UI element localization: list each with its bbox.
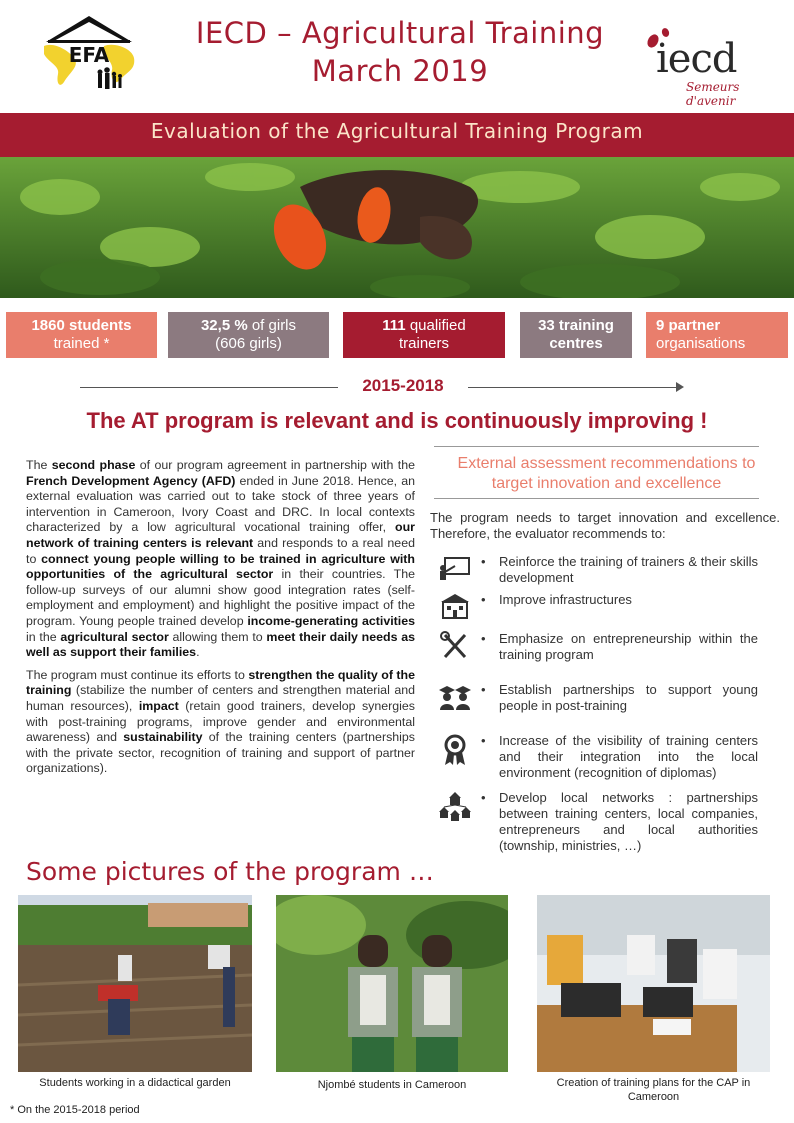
stat-trainers xyxy=(343,312,505,358)
timeline-years: 2015-2018 xyxy=(362,376,444,395)
stat-centres xyxy=(520,312,632,358)
emphasis-text: income-generating activities xyxy=(247,613,415,628)
emphasis-text: our network of training centers is relevant xyxy=(26,520,415,550)
school-building-icon xyxy=(437,592,473,622)
graduates-icon xyxy=(437,682,473,712)
emphasis-text: sustainability xyxy=(123,730,203,745)
headline: The AT program is relevant and is continuously improving ! xyxy=(86,408,708,433)
divider xyxy=(434,498,759,499)
body-text: (stabilize the number of centers and strengthen material and human resources), xyxy=(26,683,415,713)
bullet: • xyxy=(481,631,486,646)
meeting-photo xyxy=(537,895,770,1072)
network-icon xyxy=(437,790,473,824)
body-text: of the training centers (partnerships with the private sector, recognition of training and support of partner organizations). xyxy=(26,730,415,776)
iecd-logo-word: iecd xyxy=(656,36,737,82)
bullet: • xyxy=(481,592,486,607)
recommendation-text: Emphasize on entrepreneurship within the training program xyxy=(499,631,758,662)
body-text: . xyxy=(196,645,200,660)
caption-students: Njombé students in Cameroon xyxy=(317,1079,467,1091)
emphasis-text: agricultural sector xyxy=(60,629,169,644)
bullet: • xyxy=(481,733,486,748)
program-description xyxy=(26,458,415,784)
tools-icon xyxy=(437,631,473,661)
iecd-logo xyxy=(630,14,790,108)
emphasis-text: impact xyxy=(138,698,179,713)
stat-trainers-label-2: trainers xyxy=(398,335,450,352)
teaching-board-icon xyxy=(437,554,473,584)
stat-girls xyxy=(168,312,329,358)
body-text: in the xyxy=(26,629,61,644)
hero-photo xyxy=(0,157,794,298)
stat-partners-label: organisations xyxy=(656,335,746,352)
paragraph-1 xyxy=(26,458,415,661)
body-text: (retain good trainers, develop synergies with post-training programs, improve gender and environmental awareness) and xyxy=(26,698,415,745)
recommendations-title-line-1: External assessment recommendations to xyxy=(457,455,756,472)
caption-meeting: Creation of training plans for the CAP in Cameroon xyxy=(556,1077,751,1103)
title-line-2: March 2019 xyxy=(311,54,489,88)
body-text: of our program agreement in partnership with the xyxy=(135,458,415,472)
recommendation-text: Increase of the visibility of training centers and their integration into the local environment (recognition of diplomas) xyxy=(499,733,758,780)
stat-girls-label: of girls xyxy=(247,317,297,334)
stat-centres-value: 33 training xyxy=(538,317,614,334)
stat-students xyxy=(6,312,157,358)
stat-girls-value: 32,5 % xyxy=(200,317,248,334)
divider xyxy=(434,446,759,447)
pictures-title: Some pictures of the program … xyxy=(26,857,434,886)
timeline-line-left xyxy=(80,387,338,388)
bullet: • xyxy=(481,554,486,569)
body-text: The program must continue its efforts to xyxy=(26,667,249,682)
recommendation-text: Establish partnerships to support young people in post-training xyxy=(499,682,758,713)
title-line-1: IECD – Agricultural Training xyxy=(195,16,605,50)
body-text: ended in June 2018. Hence, an external evaluation was carried out to take stock of three years of intervention in Cameroon, Ivory Coast and DRC. In local contexts characterized by a low agricultural vocational training offer, xyxy=(26,473,415,535)
body-text: allowing them to xyxy=(168,629,267,644)
emphasis-text: French Development Agency (AFD) xyxy=(26,473,236,488)
timeline-line-right xyxy=(468,387,680,388)
footnote: * On the 2015-2018 period xyxy=(10,1104,140,1116)
stat-girls-count: (606 girls) xyxy=(215,335,282,352)
stat-partners-value: 9 partner xyxy=(656,317,721,334)
emphasis-text: second phase xyxy=(51,458,136,472)
stat-trainers-value: 111 xyxy=(382,317,406,334)
recommendations-title-line-2: target innovation and excellence xyxy=(491,475,722,492)
page-title xyxy=(140,14,660,90)
stat-students-value: 1860 students xyxy=(31,317,132,334)
recommendation-text: Reinforce the training of trainers & their skills development xyxy=(499,554,758,585)
timeline-arrow-icon xyxy=(676,382,684,392)
body-text: The xyxy=(26,458,52,472)
bullet: • xyxy=(481,682,486,697)
efa-logo xyxy=(34,12,144,94)
emphasis-text: strengthen the quality of the training xyxy=(26,667,416,698)
stat-students-label: trained * xyxy=(53,335,110,352)
body-text: and responds to a real need to xyxy=(26,535,415,566)
body-text: in their countries. The follow-up surveys of our alumni show good integration rates (self-employment and employment) and highlight the positive impact of the program. Young people trained develop xyxy=(26,567,415,628)
stat-centres-label: centres xyxy=(549,335,603,352)
efa-logo-text: EFA xyxy=(68,43,110,67)
iecd-tagline: Semeurs d'avenir xyxy=(686,80,740,108)
emphasis-text: connect young people willing to be trained in agriculture with opportunities of the agricultural sector xyxy=(26,551,415,582)
award-ribbon-icon xyxy=(437,733,473,767)
stat-partners xyxy=(646,312,788,358)
recommendations-title xyxy=(434,454,779,494)
garden-photo xyxy=(18,895,252,1072)
students-photo xyxy=(276,895,508,1072)
caption-garden: Students working in a didactical garden xyxy=(39,1077,231,1089)
recommendation-text: Improve infrastructures xyxy=(499,592,632,607)
paragraph-2 xyxy=(26,668,415,777)
recommendations-intro: The program needs to target innovation and excellence. Therefore, the evaluator recommends to: xyxy=(430,510,780,541)
emphasis-text: meet their daily needs as well as support their families xyxy=(26,629,416,660)
bullet: • xyxy=(481,790,486,805)
recommendation-text: Develop local networks : partnerships between training centers, local companies, entrepreneurs and local authorities (township, ministries, …) xyxy=(499,790,758,853)
stat-trainers-label: qualified xyxy=(405,317,466,334)
banner-title: Evaluation of the Agricultural Training Program xyxy=(150,119,644,143)
